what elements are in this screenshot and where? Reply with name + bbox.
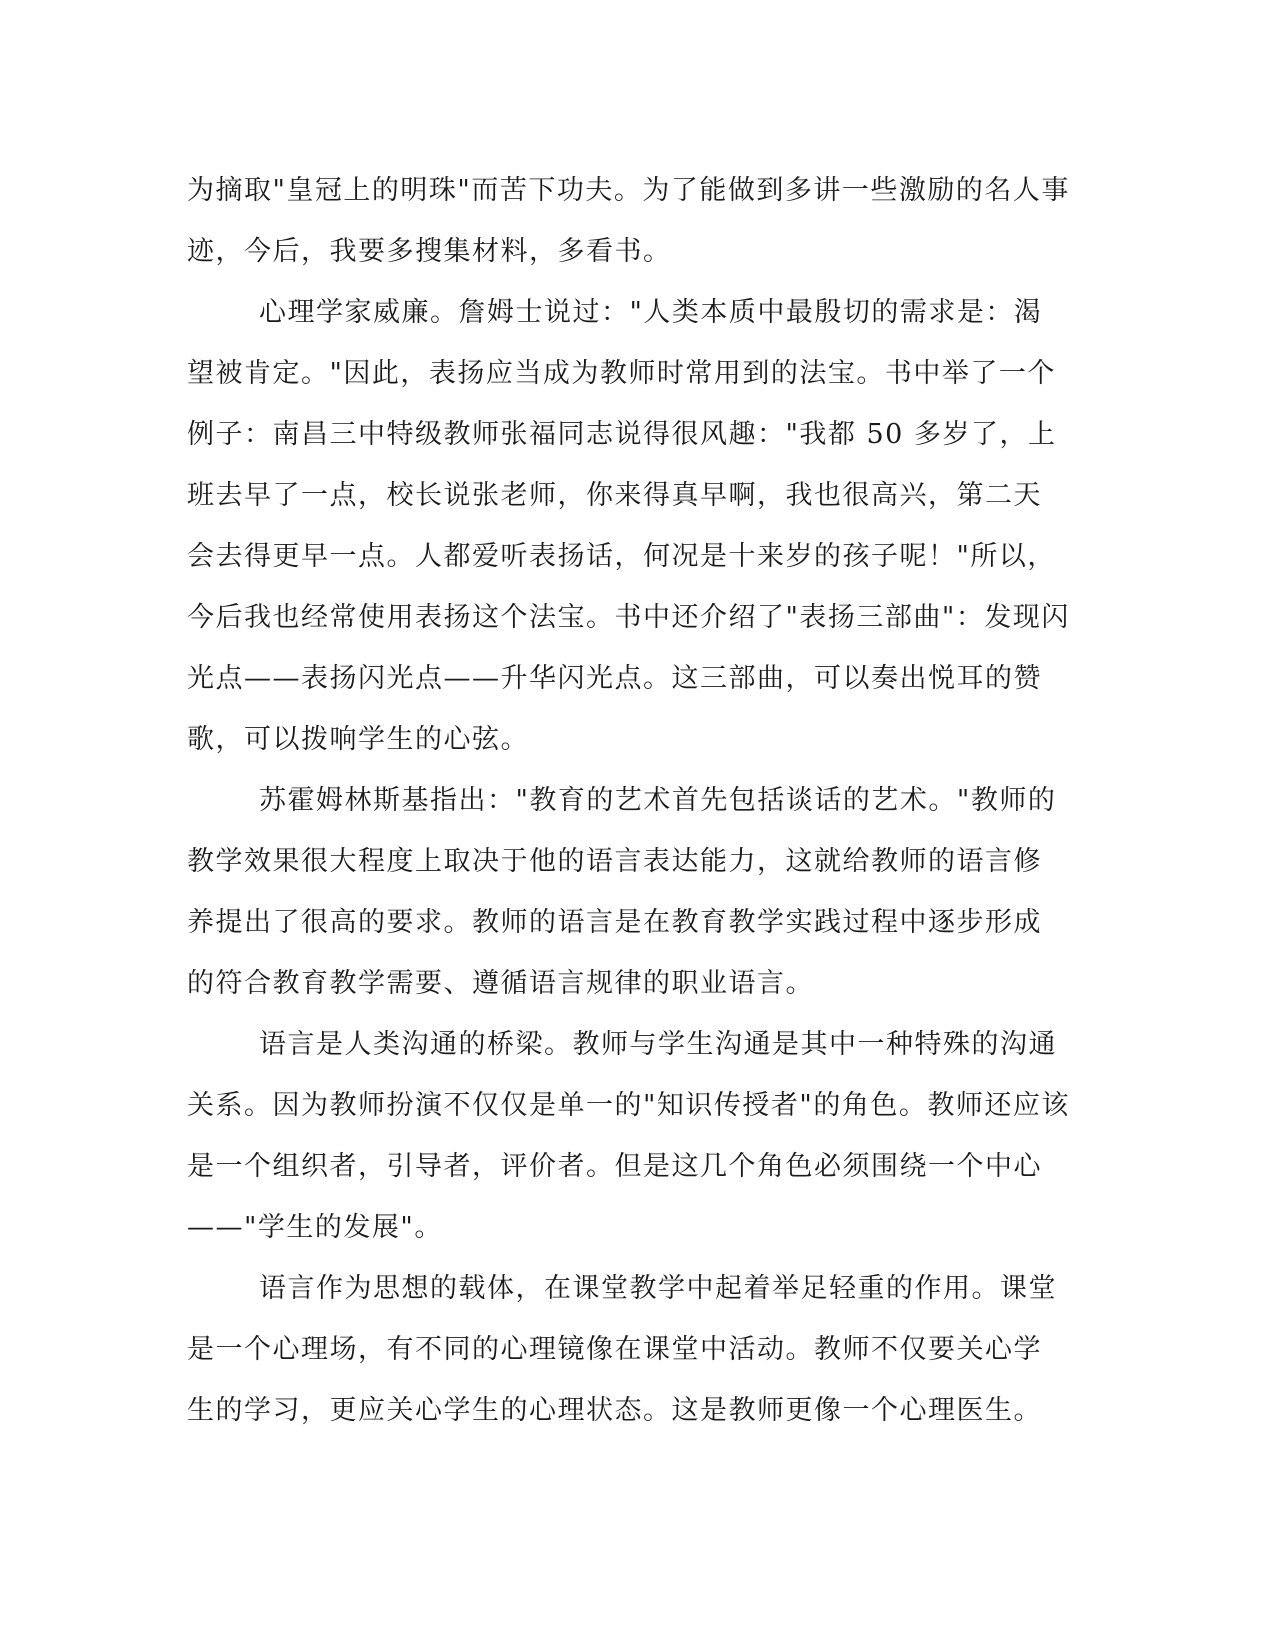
paragraph-line: 歌，可以拨响学生的心弦。 bbox=[187, 724, 529, 755]
paragraph-line: 语言作为思想的载体，在课堂教学中起着举足轻重的作用。课堂 bbox=[259, 1273, 1057, 1304]
paragraph-line: 例子：南昌三中特级教师张福同志说得很风趣："我都 50 多岁了，上 bbox=[187, 419, 1057, 450]
paragraph-3 bbox=[187, 770, 1087, 1014]
paragraph-line: 迹，今后，我要多搜集材料，多看书。 bbox=[187, 236, 672, 267]
paragraph-line: ——"学生的发展"。 bbox=[187, 1212, 443, 1243]
paragraph-line: 的符合教育教学需要、遵循语言规律的职业语言。 bbox=[187, 968, 814, 999]
paragraph-line: 为摘取"皇冠上的明珠"而苦下功夫。为了能做到多讲一些激励的名人事 bbox=[187, 175, 1070, 206]
paragraph-line: 教学效果很大程度上取决于他的语言表达能力，这就给教师的语言修 bbox=[187, 846, 1042, 877]
paragraph-2 bbox=[187, 282, 1087, 770]
paragraph-line: 养提出了很高的要求。教师的语言是在教育教学实践过程中逐步形成 bbox=[187, 907, 1042, 938]
paragraph-line: 是一个组织者，引导者，评价者。但是这几个角色必须围绕一个中心 bbox=[187, 1151, 1042, 1182]
paragraph-line: 心理学家威廉。詹姆士说过："人类本质中最殷切的需求是：渴 bbox=[259, 297, 1043, 328]
paragraph-line: 光点——表扬闪光点——升华闪光点。这三部曲，可以奏出悦耳的赞 bbox=[187, 663, 1042, 694]
paragraph-5 bbox=[187, 1258, 1087, 1441]
document-body bbox=[187, 160, 1087, 1441]
paragraph-line: 关系。因为教师扮演不仅仅是单一的"知识传授者"的角色。教师还应该 bbox=[187, 1090, 1070, 1121]
paragraph-line: 苏霍姆林斯基指出："教育的艺术首先包括谈话的艺术。"教师的 bbox=[259, 785, 1057, 816]
paragraph-line: 今后我也经常使用表扬这个法宝。书中还介绍了"表扬三部曲"：发现闪 bbox=[187, 602, 1070, 633]
paragraph-4 bbox=[187, 1014, 1087, 1258]
paragraph-line: 是一个心理场，有不同的心理镜像在课堂中活动。教师不仅要关心学 bbox=[187, 1334, 1042, 1365]
paragraph-line: 语言是人类沟通的桥梁。教师与学生沟通是其中一种特殊的沟通 bbox=[259, 1029, 1057, 1060]
paragraph-line: 望被肯定。"因此，表扬应当成为教师时常用到的法宝。书中举了一个 bbox=[187, 358, 1056, 389]
paragraph-line: 班去早了一点，校长说张老师，你来得真早啊，我也很高兴，第二天 bbox=[187, 480, 1042, 511]
paragraph-1 bbox=[187, 160, 1087, 282]
paragraph-line: 会去得更早一点。人都爱听表扬话，何况是十来岁的孩子呢！"所以， bbox=[187, 541, 1056, 572]
paragraph-line: 生的学习，更应关心学生的心理状态。这是教师更像一个心理医生。 bbox=[187, 1395, 1042, 1426]
